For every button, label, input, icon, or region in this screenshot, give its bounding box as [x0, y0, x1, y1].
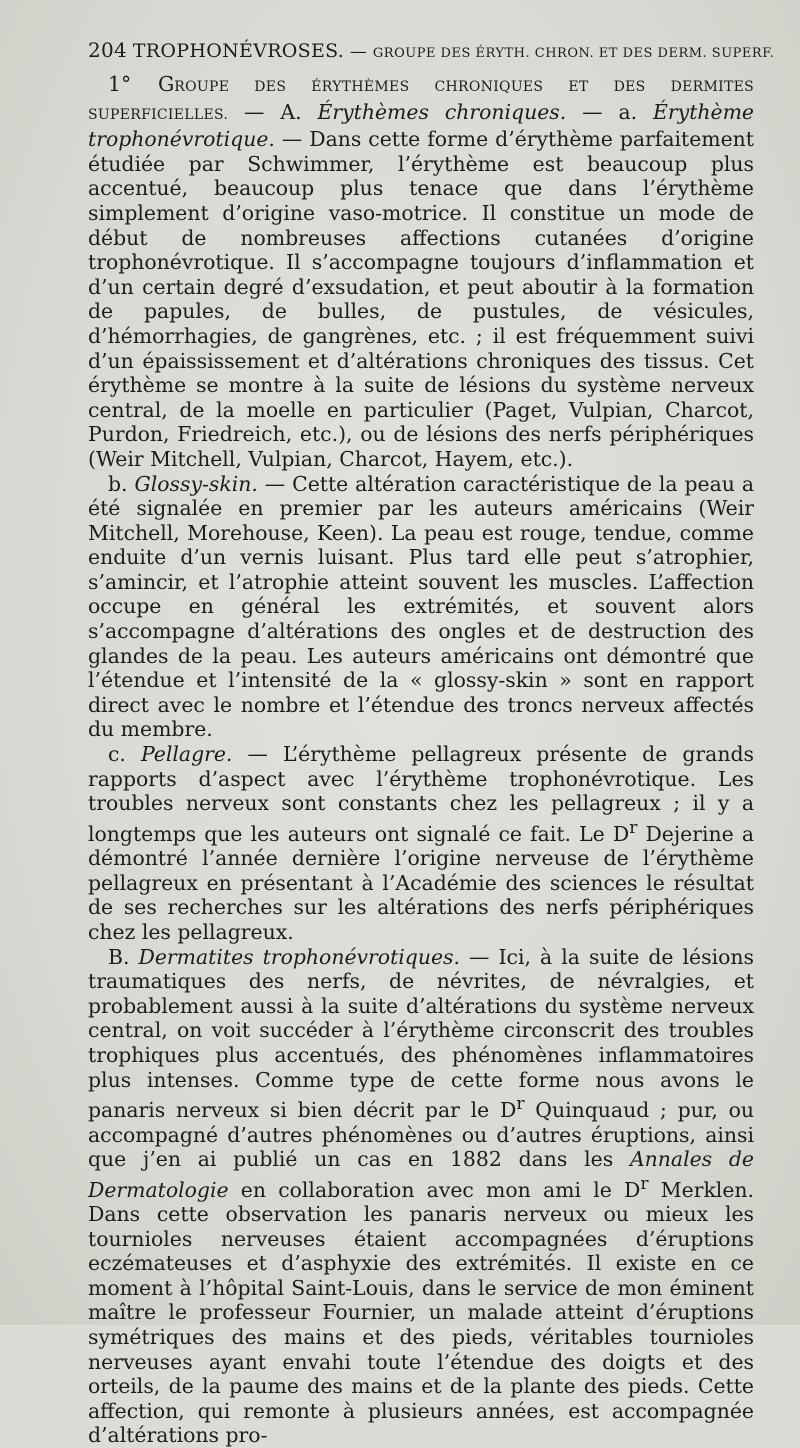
paragraph-text: Quinquaud ; pur, ou accompagné d’autres phénomènes ou d’autres éruptions, ainsi que j’en ai publié un cas en 1882 dans les: [88, 1097, 754, 1172]
paragraph-text: en collaboration avec mon ami le D: [228, 1177, 641, 1202]
pellagre-title: Pellagre.: [141, 742, 233, 767]
paragraph-dermatites: [88, 945, 754, 1448]
paragraph-glossy-skin: [88, 472, 754, 743]
running-title: GROUPE DES ÉRYTH. CHRON. ET DES DERM. SUPERF.: [372, 46, 775, 61]
journal-title: Annales de Dermatologie: [88, 1147, 754, 1202]
chapter-title: TROPHONÉVROSES.: [132, 40, 345, 62]
page-number: 204: [88, 38, 128, 62]
paragraph-text: — L’érythème pellagreux présente de grands rapports d’aspect avec l’érythème trophonévrotique. Les troubles nerveux sont constants chez les pellagreux ; il y a longtemps que les auteurs ont signalé ce fait. Le D: [88, 742, 754, 846]
paragraph-label: B.: [108, 944, 139, 969]
paragraph-label: c.: [108, 742, 141, 767]
paragraph-label: b.: [108, 471, 135, 496]
dermatites-title: Dermatites trophonévrotiques.: [138, 944, 460, 969]
subsection-a1-title: Érythème trophonévrotique.: [88, 99, 754, 152]
subsection-separator: — a.: [566, 99, 654, 124]
superscript: r: [629, 817, 638, 838]
paragraph-text: — Dans cette forme d’érythème parfaitement étudiée par Schwimmer, l’érythème est beaucoup plus accentué, beaucoup plus tenace que dans l’érythème simplement d’origine vaso-motrice. Il constitue un mode de début de nombreuses affections cutanées d’origine trophonévrotique. Il s’accompagne toujours d’inflammation et d’un certain degré d’exsudation, et peut aboutir à la formation de papules, de bulles, de pustules, de vésicules, d’hémorrhagies, de gangrènes, etc. ; il est fréquemment suivi d’un épaississement et d’altérations chroniques des tissus. Cet érythème se montre à la suite de lésions du système nerveux central, de la moelle en particulier (Paget, Vulpian, Charcot, Purdon, Friedreich, etc.), ou de lésions des nerfs périphériques (Weir Mitchell, Vulpian, Charcot, Hayem, etc.).: [88, 127, 754, 471]
paragraph-section-1: [88, 72, 754, 472]
glossy-skin-title: Glossy-skin.: [134, 471, 258, 496]
paragraph-text: — Ici, à la suite de lésions traumatiques des nerfs, de névrites, de névralgies, et probablement aussi à la suite d’altérations du système nerveux central, on voit succéder à l’érythème circonscrit des troubles trophiques plus accentués, des phénomènes inflammatoires plus intenses. Comme type de cette forme nous avons le panaris nerveux si bien décrit par le D: [88, 944, 754, 1122]
section-number: 1°: [108, 72, 132, 96]
section-heading: ROUPE DES ÉRYTHÈMES CHRONIQUES ET DES DERMITES SUPERFICIELLES.: [88, 79, 754, 123]
running-header: [88, 38, 775, 62]
paragraph-text: — Cette altération caractéristique de la peau a été signalée en premier par les auteurs américains (Weir Mitchell, Morehouse, Keen). La peau est rouge, tendue, comme enduite d’un vernis luisant. Plus tard elle peut s’atrophier, s’amincir, et l’atrophie atteint souvent les muscles. L’affection occupe en général les extrémités, et souvent alors s’accompagne d’altérations des ongles et de destruction des glandes de la peau. Les auteurs américains ont démontré que l’étendue et l’intensité de la « glossy-skin » sont en rapport direct avec le nombre et l’étendue des troncs nerveux affectés du membre.: [88, 471, 754, 742]
subsection-a-title: Érythèmes chroniques.: [317, 99, 567, 124]
superscript: r: [516, 1094, 525, 1115]
header-dash: —: [349, 42, 368, 62]
superscript: r: [640, 1173, 649, 1194]
section-heading-initial: G: [157, 72, 175, 96]
paragraph-text: Dejerine a démontré l’année dernière l’origine nerveuse de l’érythème pellagreux en présentant à l’Académie des sciences le résultat de ses recherches sur les altérations des nerfs périphériques chez les pellagreux.: [88, 821, 754, 944]
paragraph-text: Merklen. Dans cette observation les panaris nerveux ou mieux les tournioles nerveuses étaient accompagnées d’éruptions eczémateuses et d’asphyxie des extrémités. Il existe en ce moment à l’hôpital Saint-Louis, dans le service de mon éminent maître le professeur Fournier, un malade atteint d’éruptions symétriques des mains et des pieds, véritables tournioles nerveuses ayant envahi toute l’étendue des doigts et des orteils, de la paume des mains et de la plante des pieds. Cette affection, qui remonte à plusieurs années, est accompagnée d’altérations pro-: [88, 1177, 754, 1448]
page-body: [88, 72, 754, 1448]
heading-separator: — A.: [228, 99, 318, 124]
paragraph-pellagre: [88, 742, 754, 945]
